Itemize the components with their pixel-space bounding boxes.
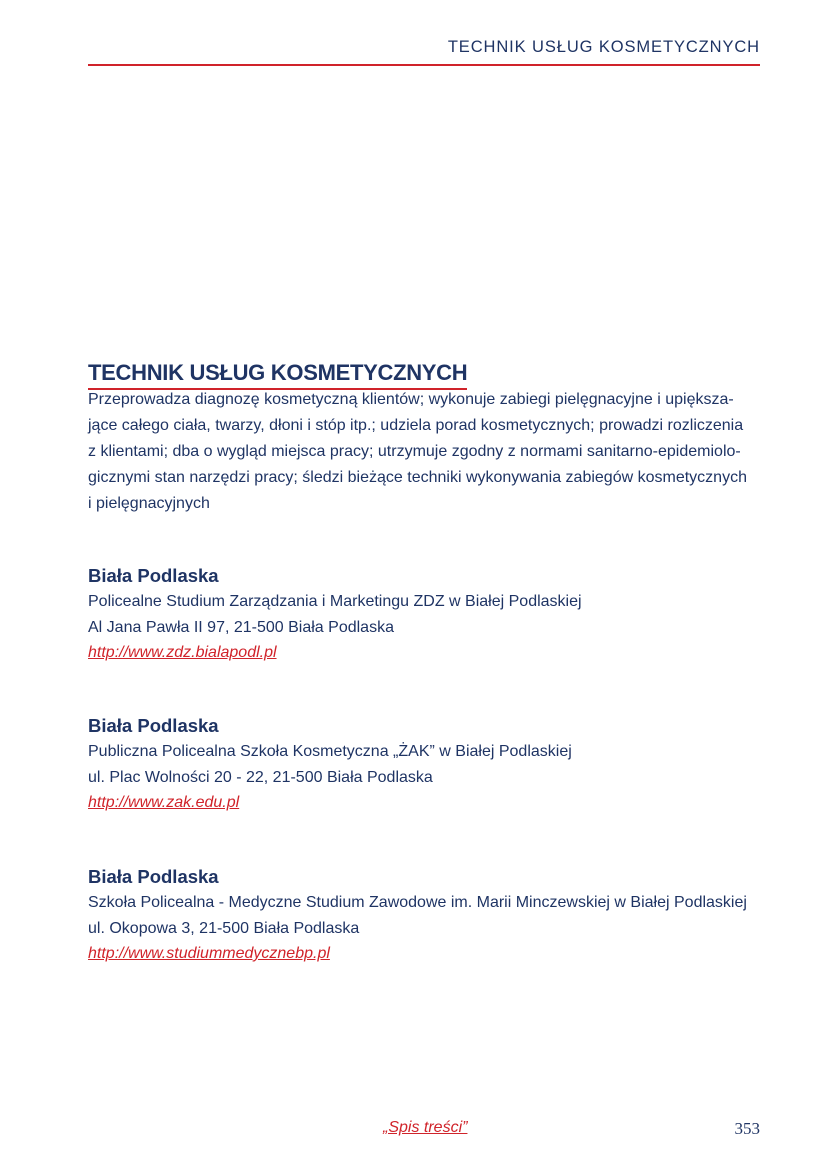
entry-website-link[interactable]: http://www.studiummedycznebp.pl — [88, 945, 330, 962]
entry-address: Al Jana Pawła II 97, 21-500 Biała Podlaska — [88, 618, 394, 636]
description-line: z klientami; dba o wygląd miejsca pracy; utrzymuje zgodny z normami sanitarno-epidemiolo- — [88, 443, 741, 460]
entry-city: Biała Podlaska — [88, 715, 219, 736]
header-rule — [88, 64, 760, 66]
description-line: jące całego ciała, twarzy, dłoni i stóp itp.; udziela porad kosmetycznych; prowadzi rozliczenia — [88, 417, 744, 434]
entry-website-link[interactable]: http://www.zak.edu.pl — [88, 794, 240, 811]
table-of-contents-link[interactable]: „Spis treści” — [383, 1119, 468, 1136]
entry-website-link[interactable]: http://www.zdz.bialapodl.pl — [88, 644, 277, 661]
page-number: 353 — [734, 1119, 760, 1138]
entry-school-name: Szkoła Policealna - Medyczne Studium Zawodowe im. Marii Minczewskiej w Białej Podlaskiej — [88, 894, 747, 911]
section-description — [88, 387, 764, 517]
description-line: i pielęgnacyjnych — [88, 495, 210, 512]
entry-school-name: Policealne Studium Zarządzania i Marketingu ZDZ w Białej Podlaskiej — [88, 593, 582, 610]
school-entry — [88, 563, 778, 666]
school-entry — [88, 713, 778, 816]
description-line: Przeprowadza diagnozę kosmetyczną klientów; wykonuje zabiegi pielęgnacyjne i upiększa- — [88, 391, 734, 408]
description-line: gicznymi stan narzędzi pracy; śledzi bieżące techniki wykonywania zabiegów kosmetycznych — [88, 469, 747, 486]
running-header-title: TECHNIK USŁUG KOSMETYCZNYCH — [447, 38, 760, 56]
entry-city: Biała Podlaska — [88, 565, 219, 586]
section-title: TECHNIK USŁUG KOSMETYCZNYCH — [88, 358, 467, 390]
entry-city: Biała Podlaska — [88, 866, 219, 887]
entry-address: ul. Plac Wolności 20 - 22, 21-500 Biała Podlaska — [88, 768, 433, 786]
entry-address: ul. Okopowa 3, 21-500 Biała Podlaska — [88, 919, 360, 937]
school-entry — [88, 864, 778, 967]
entry-school-name: Publiczna Policealna Szkoła Kosmetyczna „ŻAK” w Białej Podlaskiej — [88, 743, 572, 760]
